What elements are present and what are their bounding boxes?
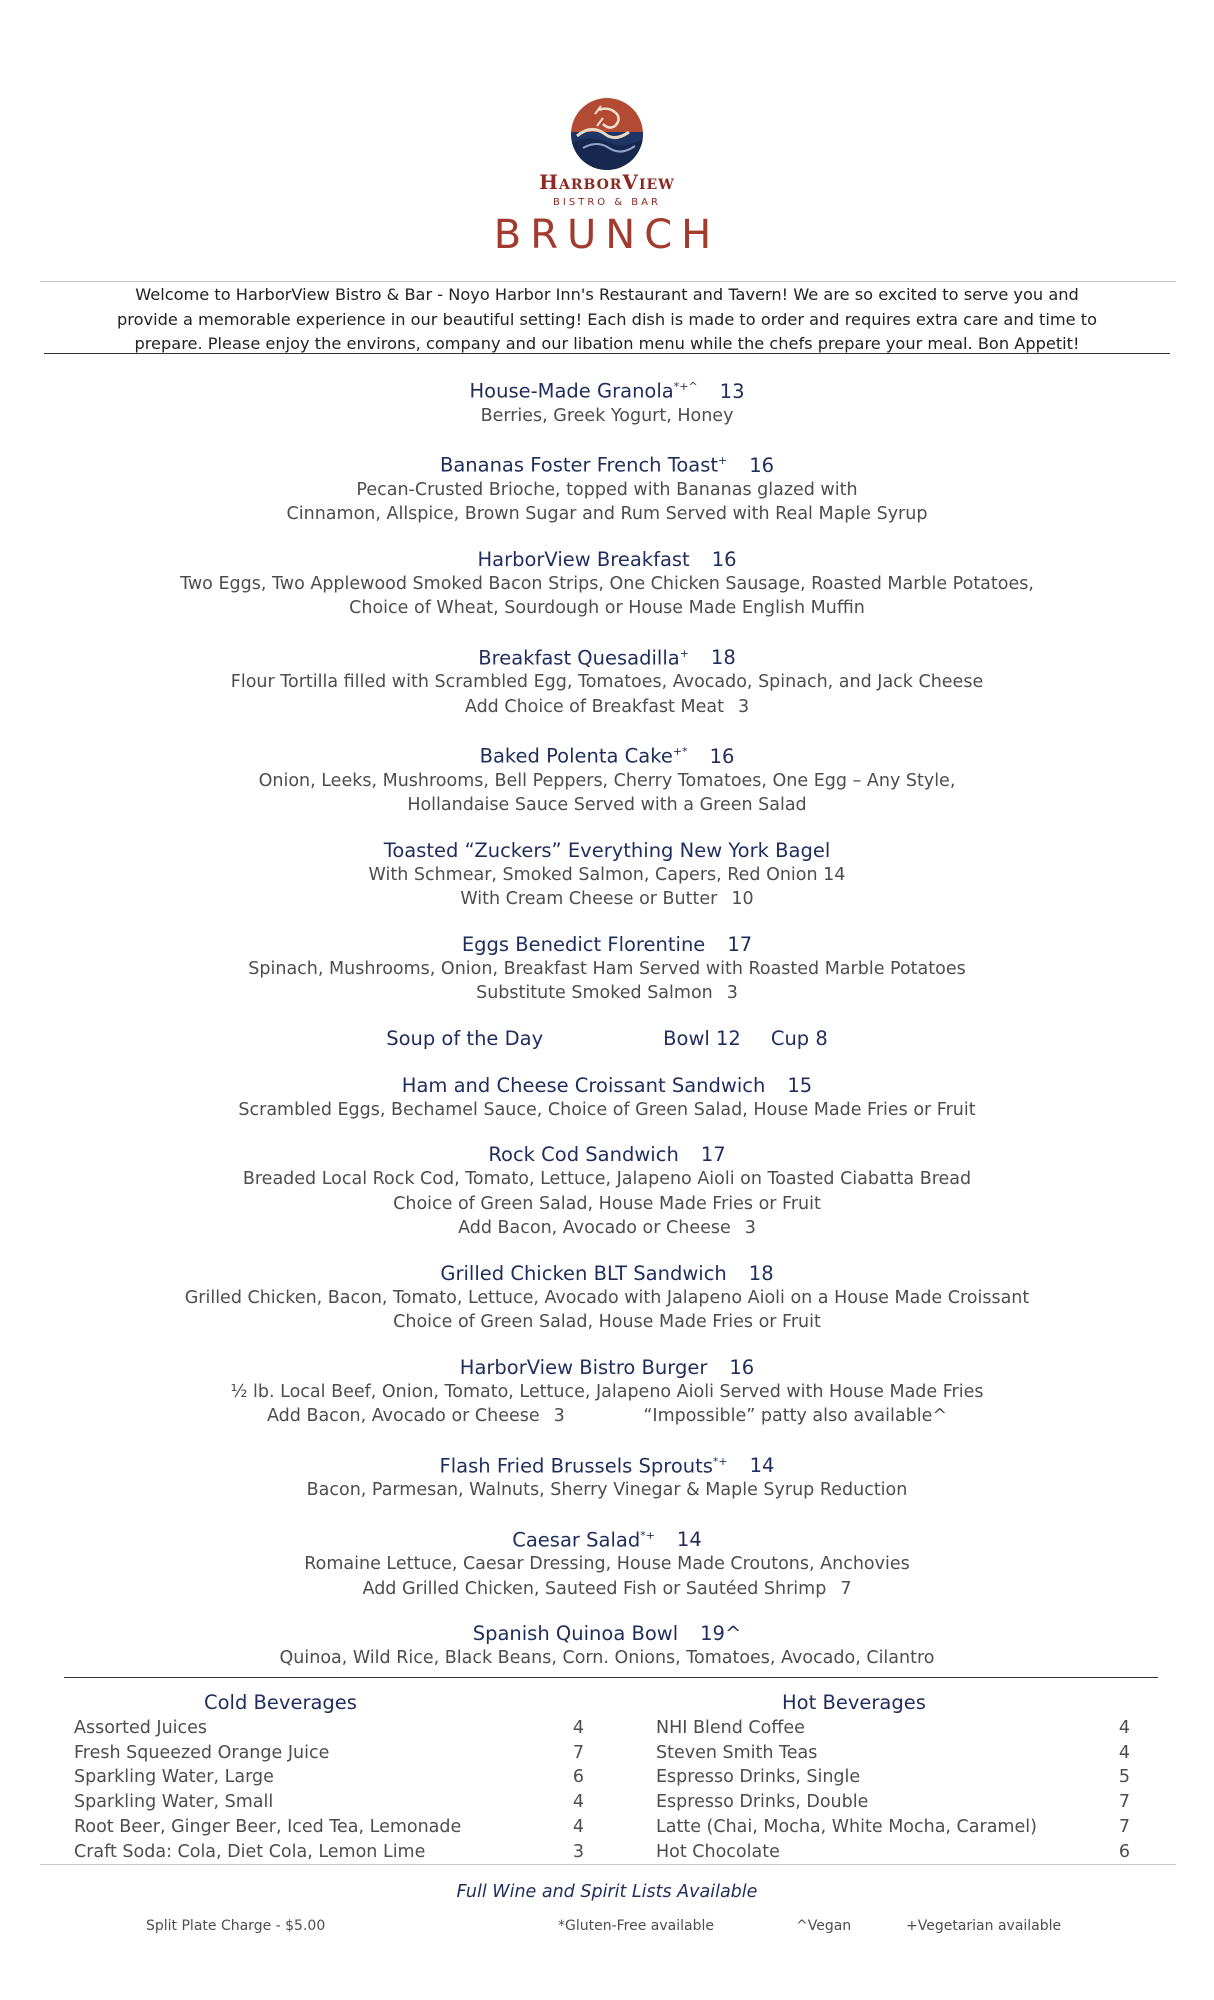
beverage-name: Craft Soda: Cola, Diet Cola, Lemon Lime — [74, 1841, 426, 1862]
harborview-logo — [569, 96, 645, 172]
item-option: With Schmear, Smoked Salmon, Capers, Red Onion — [368, 864, 818, 885]
beverage-price: 4 — [1118, 1742, 1130, 1763]
beverage-row — [74, 1741, 584, 1766]
brand-name: HarborView — [539, 170, 675, 194]
item-price: 16 — [711, 547, 737, 571]
beverage-row — [74, 1840, 584, 1865]
item-desc: Bacon, Parmesan, Walnuts, Sherry Vinegar & Maple Syrup Reduction — [306, 1480, 908, 1500]
split-plate-charge: Split Plate Charge - $5.00 — [146, 1918, 326, 1934]
gluten-free-legend: *Gluten-Free available — [558, 1918, 714, 1934]
menu-item — [0, 932, 1214, 1006]
addon-price: 3 — [726, 983, 738, 1003]
item-name: Flash Fried Brussels Sprouts — [439, 1454, 713, 1477]
item-price: 18 — [748, 1261, 774, 1285]
addon-price: 3 — [737, 696, 750, 717]
item-price: 13 — [719, 379, 745, 403]
item-name: Rock Cod Sandwich — [488, 1143, 679, 1166]
item-addon: Add Choice of Breakfast Meat — [464, 696, 724, 717]
beverage-name: Root Beer, Ginger Beer, Iced Tea, Lemonade — [74, 1816, 462, 1837]
beverage-name: Fresh Squeezed Orange Juice — [74, 1742, 330, 1763]
hot-beverages-title: Hot Beverages — [782, 1691, 926, 1714]
beverage-name: Sparkling Water, Small — [74, 1792, 274, 1813]
beverage-row — [656, 1741, 1130, 1766]
soup-bowl-price: Bowl 12 — [663, 1026, 741, 1050]
wine-list-note: Full Wine and Spirit Lists Available — [456, 1882, 758, 1902]
item-desc: Berries, Greek Yogurt, Honey — [480, 405, 734, 426]
menu-item — [0, 641, 1214, 720]
beverage-row — [656, 1790, 1130, 1815]
beverage-price: 3 — [572, 1841, 584, 1862]
beverage-name: Espresso Drinks, Double — [656, 1792, 869, 1813]
item-desc: Hollandaise Sauce Served with a Green Salad — [407, 795, 807, 815]
beverage-price: 7 — [572, 1742, 584, 1763]
beverage-row — [656, 1765, 1130, 1790]
beverage-row — [74, 1716, 584, 1741]
menu-item — [0, 739, 1214, 818]
item-name: Baked Polenta Cake — [479, 744, 673, 768]
item-desc: ½ lb. Local Beef, Onion, Tomato, Lettuce, Jalapeno Aioli Served with House Made Fries — [230, 1381, 984, 1402]
item-marks: + — [679, 646, 689, 660]
item-price: 15 — [787, 1073, 813, 1097]
beverage-name: NHI Blend Coffee — [656, 1718, 805, 1738]
beverage-price: 4 — [572, 1816, 584, 1837]
soup-cup-price: Cup 8 — [770, 1026, 828, 1050]
beverage-row — [74, 1765, 584, 1790]
item-option: With Cream Cheese or Butter — [460, 889, 718, 909]
item-note: “Impossible” patty also available^ — [643, 1406, 947, 1426]
cold-beverages — [74, 1690, 584, 1864]
item-name: Grilled Chicken BLT Sandwich — [440, 1261, 727, 1285]
menu-item — [0, 1449, 1214, 1503]
welcome-line: Welcome to HarborView Bistro & Bar - Noyo Harbor Inn's Restaurant and Tavern! We are so excited to serve you and — [135, 285, 1079, 304]
item-addon: Add Bacon, Avocado or Cheese — [267, 1406, 540, 1426]
beverage-row — [74, 1815, 584, 1840]
beverage-price: 4 — [572, 1792, 584, 1813]
beverage-row — [656, 1840, 1130, 1865]
brand-subtitle: BISTRO & BAR — [553, 197, 661, 208]
item-name: Toasted “Zuckers” Everything New York Bagel — [383, 838, 831, 862]
item-price: 14 — [749, 1454, 775, 1477]
menu-item — [0, 1621, 1214, 1671]
welcome-text — [44, 283, 1170, 357]
addon-price: 3 — [744, 1218, 756, 1238]
beverage-price: 4 — [572, 1718, 584, 1738]
item-desc: Spinach, Mushrooms, Onion, Breakfast Ham Served with Roasted Marble Potatoes — [248, 958, 966, 979]
item-desc: Cinnamon, Allspice, Brown Sugar and Rum Served with Real Maple Syrup — [286, 504, 928, 524]
addon-price: 3 — [553, 1406, 565, 1426]
item-desc: Quinoa, Wild Rice, Black Beans, Corn. Onions, Tomatoes, Avocado, Cilantro — [279, 1648, 935, 1668]
beverage-price: 7 — [1118, 1816, 1130, 1837]
menu-title: BRUNCH — [493, 212, 721, 258]
cold-beverages-title: Cold Beverages — [204, 1691, 357, 1714]
item-name: HarborView Breakfast — [477, 547, 690, 571]
item-price: 16 — [709, 744, 735, 768]
item-marks: *+^ — [673, 380, 698, 393]
beverage-name: Hot Chocolate — [656, 1841, 780, 1862]
item-desc: Choice of Wheat, Sourdough or House Made English Muffin — [349, 598, 865, 618]
item-name: Eggs Benedict Florentine — [461, 932, 706, 956]
item-name: House-Made Granola — [469, 379, 674, 403]
menu-item — [0, 1142, 1214, 1241]
welcome-line: prepare. Please enjoy the environs, company and our libation menu while the chefs prepare your meal. Bon Appetit! — [134, 334, 1080, 353]
welcome-line: provide a memorable experience in our beautiful setting! Each dish is made to order and requires extra care and time to — [117, 309, 1097, 329]
menu-item — [0, 374, 1214, 428]
beverage-row — [656, 1815, 1130, 1840]
vegetarian-legend: +Vegetarian available — [906, 1918, 1062, 1934]
item-desc: Pecan-Crusted Brioche, topped with Bananas glazed with — [356, 479, 858, 500]
item-marks: +* — [672, 745, 688, 758]
item-name: Ham and Cheese Croissant Sandwich — [401, 1073, 766, 1097]
vegan-legend: ^Vegan — [796, 1918, 852, 1934]
item-name: Breakfast Quesadilla — [478, 646, 680, 669]
menu-item — [0, 1355, 1214, 1429]
item-price: 17 — [727, 932, 753, 956]
menu-items — [0, 374, 1214, 1691]
item-marks: + — [718, 454, 728, 467]
beverage-price: 7 — [1118, 1792, 1130, 1813]
item-desc: Romaine Lettuce, Caesar Dressing, House Made Croutons, Anchovies — [304, 1554, 910, 1574]
divider — [64, 1677, 1158, 1678]
item-desc: Scrambled Eggs, Bechamel Sauce, Choice of Green Salad, House Made Fries or Fruit — [238, 1099, 976, 1120]
menu-item — [0, 1261, 1214, 1335]
beverage-name: Steven Smith Teas — [656, 1742, 818, 1763]
item-marks: *+ — [640, 1528, 655, 1542]
item-desc: Grilled Chicken, Bacon, Tomato, Lettuce, Avocado with Jalapeno Aioli on a House Made Croissant — [184, 1287, 1030, 1308]
soup-of-the-day — [0, 1026, 1214, 1051]
item-desc: Two Eggs, Two Applewood Smoked Bacon Strips, One Chicken Sausage, Roasted Marble Potatoes, — [180, 573, 1034, 594]
item-addon: Add Bacon, Avocado or Cheese — [458, 1218, 731, 1238]
hot-beverages — [656, 1690, 1130, 1864]
item-name: HarborView Bistro Burger — [459, 1355, 708, 1379]
beverage-name: Assorted Juices — [74, 1718, 208, 1738]
option-price: 14 — [823, 864, 846, 885]
menu-item — [0, 448, 1214, 527]
beverage-price: 5 — [1118, 1767, 1130, 1788]
item-name: Bananas Foster French Toast — [439, 453, 719, 477]
beverage-name: Espresso Drinks, Single — [656, 1767, 861, 1788]
item-desc: Flour Tortilla filled with Scrambled Egg, Tomatoes, Avocado, Spinach, and Jack Cheese — [230, 672, 984, 692]
beverage-price: 4 — [1118, 1718, 1130, 1738]
item-price: 16 — [729, 1355, 755, 1379]
beverage-name: Sparkling Water, Large — [74, 1767, 274, 1788]
beverage-name: Latte (Chai, Mocha, White Mocha, Caramel) — [656, 1816, 1037, 1837]
beverage-row — [656, 1716, 1130, 1741]
item-desc: Choice of Green Salad, House Made Fries or Fruit — [393, 1312, 821, 1332]
item-marks: *+ — [712, 1454, 728, 1468]
beverage-row — [74, 1790, 584, 1815]
beverage-price: 6 — [572, 1767, 584, 1788]
item-price: 14 — [676, 1528, 702, 1551]
item-addon: Add Grilled Chicken, Sauteed Fish or Sautéed Shrimp — [362, 1578, 827, 1599]
item-name: Spanish Quinoa Bowl — [472, 1622, 679, 1645]
addon-price: 7 — [840, 1578, 852, 1599]
item-desc: Choice of Green Salad, House Made Fries or Fruit — [393, 1193, 821, 1214]
divider — [40, 1864, 1176, 1865]
divider — [40, 281, 1176, 282]
beverage-price: 6 — [1118, 1841, 1130, 1862]
item-price: 19^ — [700, 1622, 742, 1645]
divider — [44, 353, 1170, 354]
menu-item — [0, 547, 1214, 621]
item-price: 16 — [749, 453, 775, 477]
item-addon: Substitute Smoked Salmon — [476, 983, 713, 1003]
option-price: 10 — [731, 889, 754, 909]
item-desc: Onion, Leeks, Mushrooms, Bell Peppers, Cherry Tomatoes, One Egg – Any Style, — [258, 770, 956, 791]
item-price: 18 — [710, 646, 736, 669]
menu-item — [0, 1073, 1214, 1123]
soup-name: Soup of the Day — [386, 1026, 544, 1050]
item-price: 17 — [700, 1143, 726, 1166]
menu-item — [0, 838, 1214, 912]
menu-item — [0, 1523, 1214, 1602]
item-name: Caesar Salad — [512, 1528, 641, 1551]
item-desc: Breaded Local Rock Cod, Tomato, Lettuce, Jalapeno Aioli on Toasted Ciabatta Bread — [242, 1169, 972, 1189]
